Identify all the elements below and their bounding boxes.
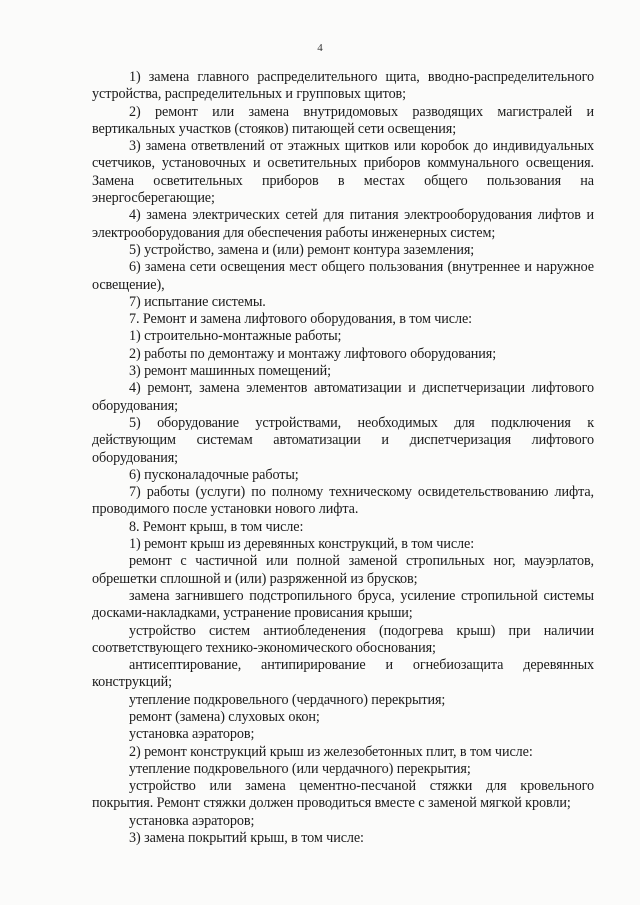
paragraph: 7) испытание системы. [129,293,266,310]
paragraph: 2) работы по демонтажу и монтажу лифтового оборудования; [129,345,497,362]
paragraph: антисептирование, антипирирование и огнебиозащита деревянных конструкций; [92,657,594,691]
paragraph: 3) ремонт машинных помещений; [129,363,331,380]
paragraph: 5) устройство, замена и (или) ремонт контура заземления; [129,241,475,258]
paragraph: ремонт (замена) слуховых окон; [129,708,320,725]
paragraph: устройство или замена цементно-песчаной стяжки для кровельного покрытия. Ремонт стяжки должен проводиться вместе с заменой мягкой кровли; [92,778,594,812]
paragraph: 7) работы (услуги) по полному техническому освидетельствованию лифта, проводимого после установки нового лифта. [92,484,594,518]
paragraph: 5) оборудование устройствами, необходимых для подключения к действующим системам автоматизации и диспетчеризация лифтового оборудования; [92,414,594,466]
document-body [92,69,594,847]
paragraph: утепление подкровельного (или чердачного) перекрытия; [129,760,471,777]
paragraph: 8. Ремонт крыш, в том числе: [129,518,304,535]
paragraph: 3) замена покрытий крыш, в том числе: [129,830,364,847]
paragraph: устройство систем антиобледенения (подогрева крыш) при наличии соответствующего технико-экономического обоснования; [92,622,594,656]
paragraph: 4) ремонт, замена элементов автоматизации и диспетчеризации лифтового оборудования; [92,380,594,414]
paragraph: 6) замена сети освещения мест общего пользования (внутреннее и наружное освещение), [92,259,594,293]
paragraph: 7. Ремонт и замена лифтового оборудования, в том числе: [129,311,473,328]
paragraph: 6) пусконаладочные работы; [129,466,299,483]
page-number: 4 [317,42,323,54]
paragraph: 4) замена электрических сетей для питания электрооборудования лифтов и электрооборудования для обеспечения работы инженерных систем; [92,207,594,241]
paragraph: установка аэраторов; [129,726,255,743]
paragraph: установка аэраторов; [129,812,255,829]
paragraph: 1) строительно-монтажные работы; [129,328,342,345]
paragraph: утепление подкровельного (чердачного) перекрытия; [129,691,446,708]
paragraph: 2) ремонт или замена внутридомовых разводящих магистралей и вертикальных участков (стояков) питающей сети освещения; [92,103,594,137]
paragraph: 2) ремонт конструкций крыш из железобетонных плит, в том числе: [129,743,533,760]
paragraph: 3) замена ответвлений от этажных щитков или коробок до индивидуальных счетчиков, установочных и осветительных приборов коммунального освещения. Замена осветительных приборов в местах общего пользования на энергосберегающие; [92,138,594,207]
paragraph: 1) замена главного распределительного щита, вводно-распределительного устройства, распределительных и групповых щитов; [92,69,594,103]
paragraph: ремонт с частичной или полной заменой стропильных ног, мауэрлатов, обрешетки сплошной и (или) разряженной из брусков; [92,553,594,587]
paragraph: 1) ремонт крыш из деревянных конструкций, в том числе: [129,536,475,553]
paragraph: замена загнившего подстропильного бруса, усиление стропильной системы досками-накладками, устранение провисания крыши; [92,587,594,622]
